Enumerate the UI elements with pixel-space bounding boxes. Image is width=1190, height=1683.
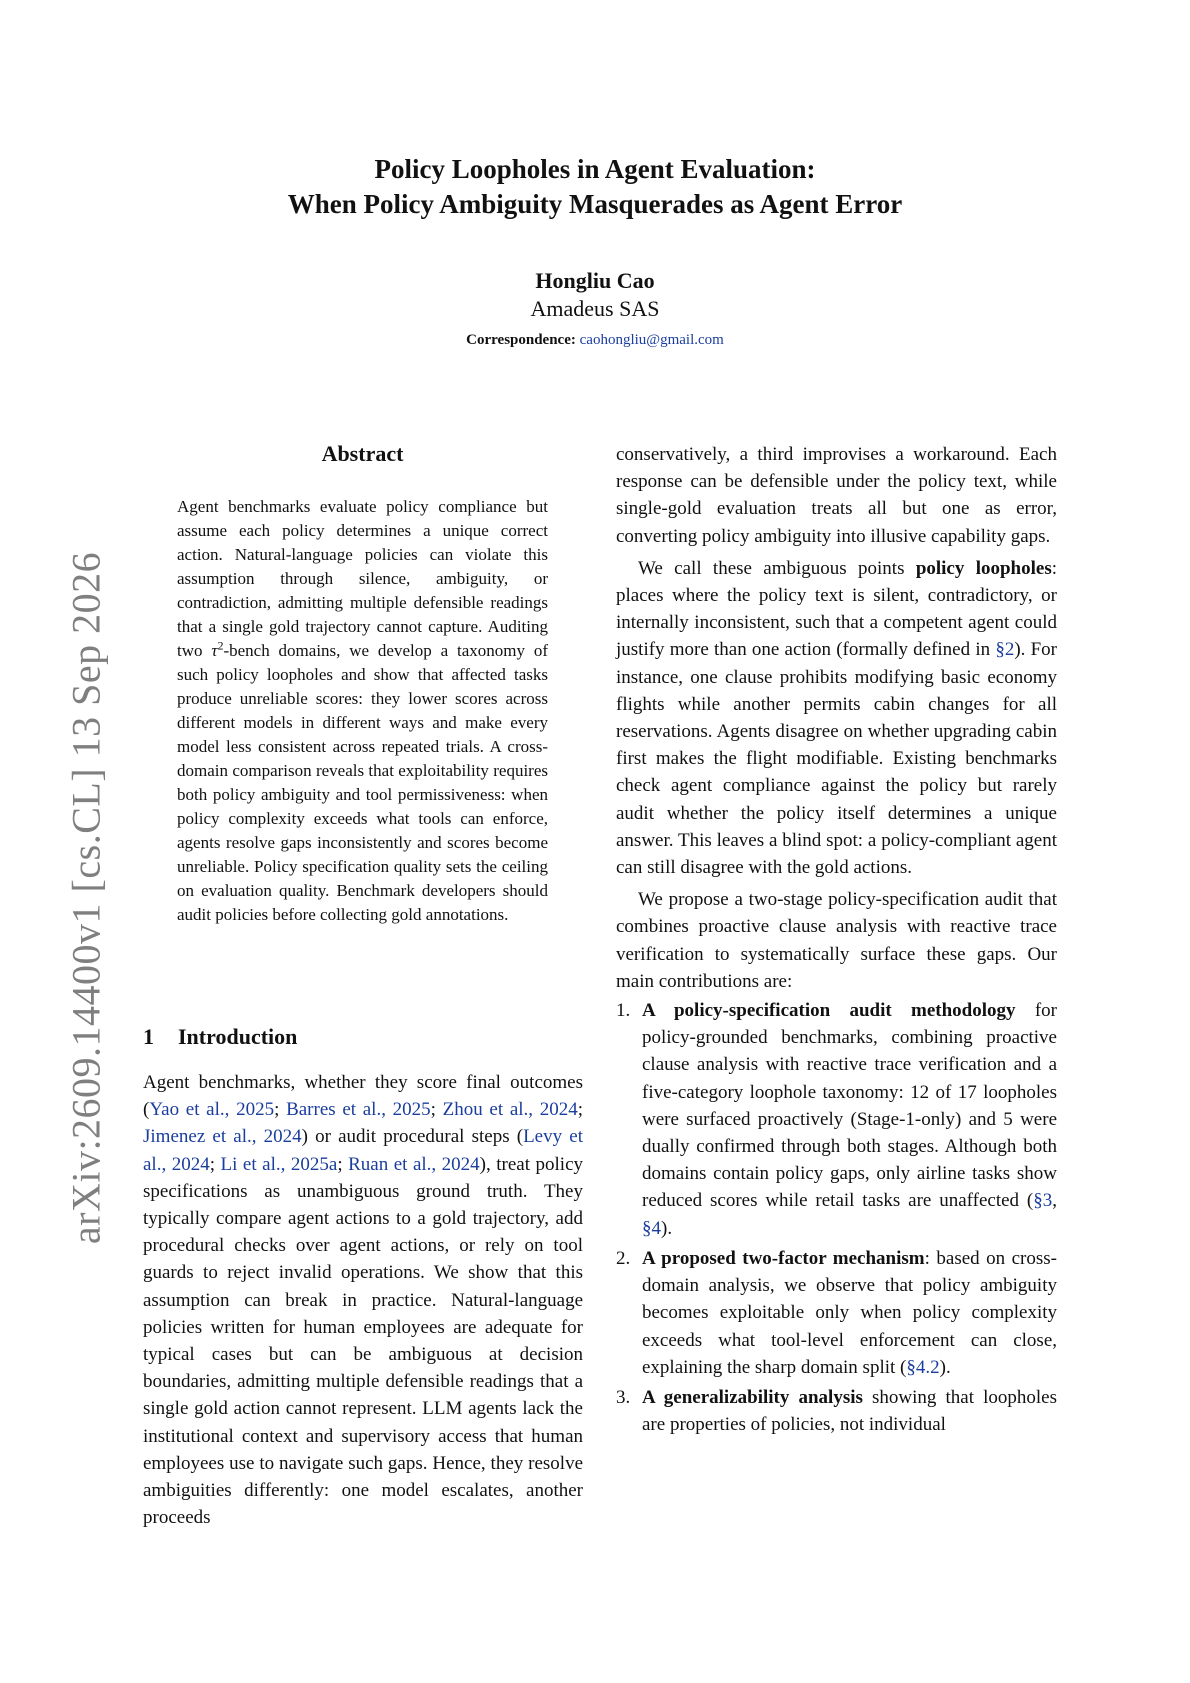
intro-paragraph-1: Agent benchmarks, whether they score final outcomes (Yao et al., 2025; Barres et al., 2025; Zhou et al., 2024; Jimenez et al., 2024) or audit procedural steps (Levy et al., 2024; Li et al., 2025a; Ruan et al., 2024), treat policy specifications as unambiguous ground truth. They typically compare agent actions to a gold trajectory, add procedural checks over agent actions, or rely on tool guards to reject invalid operations. We show that this assumption can break in practice. Natural-language policies written for human employees are adequate for typical cases but can be ambiguous at decision boundaries, admitting multiple defensible readings that a single gold action cannot represent. LLM agents lack the institutional context and supervisory access that human employees use to navigate such gaps. Hence, they resolve ambiguities differently: one model escalates, another proceeds bbox=[143, 1072, 584, 1529]
contribution-number: 1. bbox=[616, 1000, 631, 1022]
correspondence-label: Correspondence: bbox=[466, 332, 576, 348]
citation-link[interactable]: Zhou et al., 2024 bbox=[442, 1099, 578, 1121]
intro-paragraph-3: We propose a two-stage policy-specification audit that combines proactive clause analysis with reactive trace verification to systematically surface these gaps. Our main contributions are: bbox=[616, 889, 1057, 992]
contribution-title: A policy-specification audit methodology bbox=[642, 1000, 1016, 1022]
contribution-number: 2. bbox=[616, 1247, 631, 1269]
term-policy-loopholes: policy loopholes bbox=[915, 557, 1052, 579]
intro-paragraph-2: We call these ambiguous points policy loopholes: places where the policy text is silent, contradictory, or internally inconsistent, such that a competent agent could justify more than one action (formally defined in §2). For instance, one clause prohibits modifying basic economy flights while another permits cabin changes for all reservations. Agents disagree on whether upgrading cabin first makes the flight modifiable. Existing benchmarks check agent compliance against the policy but rarely audit whether the policy itself determines a unique answer. This leaves a blind spot: a policy-compliant agent can still disagree with the gold actions. bbox=[616, 557, 1058, 879]
contribution-item: 2. A proposed two-factor mechanism: based on cross-domain analysis, we observe that policy ambiguity becomes exploitable only when policy complexity exceeds what tool-level enforcement can close, explaining the sharp domain split (§4.2). bbox=[616, 1245, 1057, 1381]
abstract-heading: Abstract bbox=[321, 441, 404, 466]
section-number: 1 bbox=[143, 1024, 154, 1049]
citation-link[interactable]: Li et al., 2025a bbox=[220, 1153, 338, 1175]
citation-link[interactable]: Yao et al., 2025 bbox=[149, 1099, 275, 1121]
contribution-title: A generalizability analysis bbox=[642, 1386, 863, 1408]
citation-link[interactable]: Jimenez et al., 2024 bbox=[143, 1126, 302, 1148]
author-affiliation: Amadeus SAS bbox=[530, 296, 660, 321]
section-ref-link[interactable]: §4.2 bbox=[906, 1356, 940, 1378]
paper-title bbox=[0, 152, 1190, 222]
section-heading-introduction bbox=[143, 1024, 297, 1050]
title-line-1: Policy Loopholes in Agent Evaluation: bbox=[374, 154, 816, 184]
section-ref-link[interactable]: §4 bbox=[642, 1217, 661, 1239]
citation-link[interactable]: Ruan et al., 2024 bbox=[348, 1153, 480, 1175]
section-ref-link[interactable]: §3 bbox=[1033, 1190, 1053, 1212]
citation-link[interactable]: Levy et al., 2024 bbox=[143, 1126, 583, 1175]
correspondence bbox=[0, 332, 1190, 349]
citation-link[interactable]: Barres et al., 2025 bbox=[286, 1099, 431, 1121]
tau-superscript: 2 bbox=[217, 638, 224, 653]
intro-paragraph-1-continued: conservatively, a third improvises a workaround. Each response can be defensible under the policy text, while single-gold evaluation treats all but one as error, converting policy ambiguity into illusive capability gaps. bbox=[616, 444, 1057, 547]
right-column-body bbox=[616, 441, 1057, 1438]
contribution-title: A proposed two-factor mechanism bbox=[642, 1247, 925, 1269]
title-line-2: When Policy Ambiguity Masquerades as Agent Error bbox=[287, 189, 903, 219]
tau-symbol: τ bbox=[211, 641, 218, 660]
arxiv-identifier-text: arXiv:2609.14400v1 [cs.CL] 13 Sep 2026 bbox=[63, 551, 109, 1245]
contribution-number: 3. bbox=[616, 1386, 631, 1408]
contribution-item: 3. A generalizability analysis showing that loopholes are properties of policies, not individual bbox=[616, 1384, 1057, 1438]
author-name: Hongliu Cao bbox=[535, 268, 655, 293]
abstract-text-1: Agent benchmarks evaluate policy compliance but assume each policy determines a unique correct action. Natural-language policies can violate this assumption through silence, ambiguity, or contradiction, admitting multiple defensible readings that a single gold trajectory cannot capture. Auditing two bbox=[177, 497, 548, 660]
left-column-body bbox=[143, 1069, 583, 1531]
abstract-text-2: -bench domains, we develop a taxonomy of such policy loopholes and show that affected tasks produce unreliable scores: they lower scores across different models in different ways and make every model less consistent across repeated trials. A cross-domain comparison reveals that exploitability requires both policy ambiguity and tool permissiveness: when policy complexity exceeds what tools can enforce, agents resolve gaps inconsistently and scores become unreliable. Policy specification quality sets the ceiling on evaluation quality. Benchmark developers should audit policies before collecting gold annotations. bbox=[177, 641, 548, 924]
abstract-body bbox=[177, 495, 548, 927]
contribution-item: 1. A policy-specification audit methodology for policy-grounded benchmarks, combining proactive clause analysis with reactive trace verification and a five-category loophole taxonomy: 12 of 17 loopholes were surfaced proactively (Stage-1-only) and 5 were dually confirmed through both stages. Although both domains contain policy gaps, only airline tasks show reduced scores while retail tasks are unaffected (§3, §4). bbox=[616, 997, 1057, 1242]
correspondence-email-link[interactable]: caohongliu@gmail.com bbox=[579, 332, 724, 348]
section-ref-link[interactable]: §2 bbox=[995, 639, 1015, 661]
section-title: Introduction bbox=[178, 1024, 298, 1049]
